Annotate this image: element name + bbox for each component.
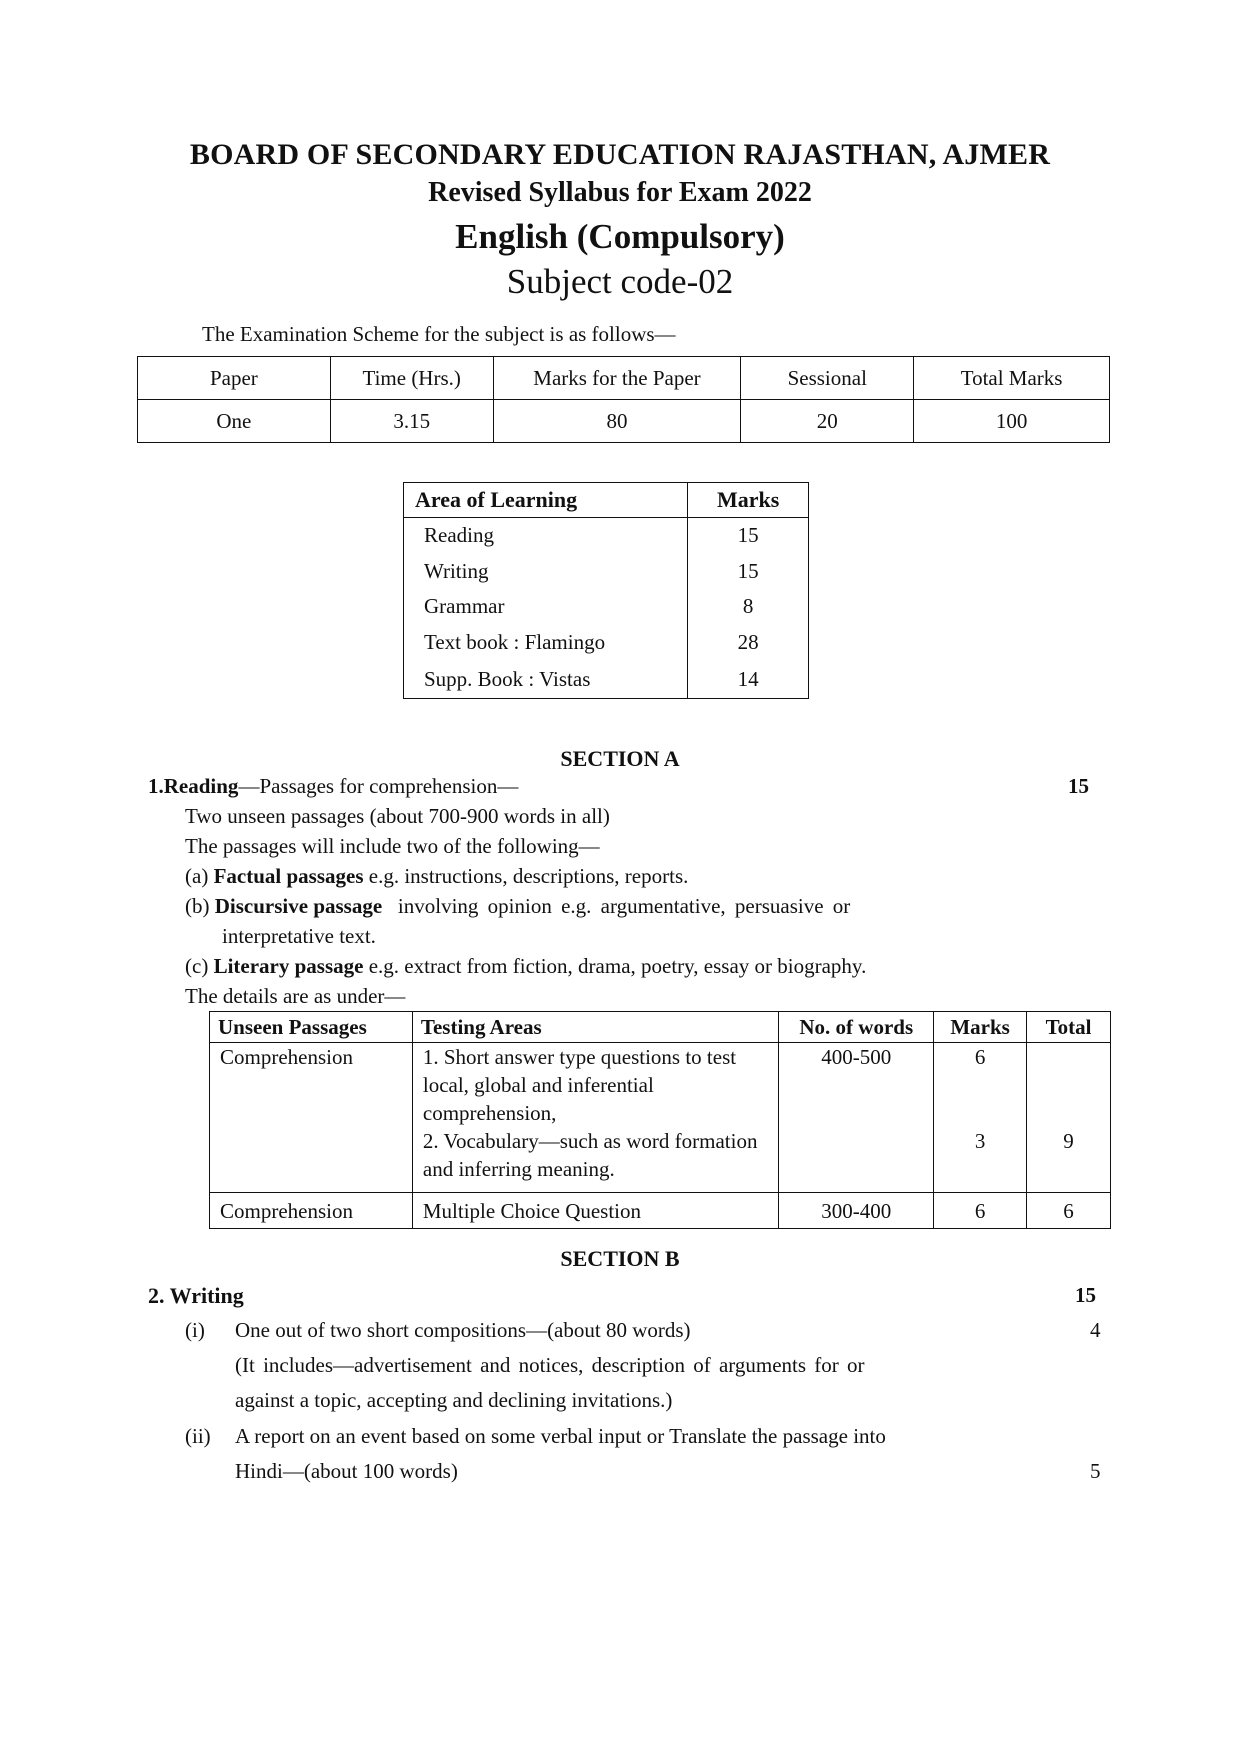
option-c-text: e.g. extract from fiction, drama, poetry, essay or biography. xyxy=(363,954,867,978)
header-cell: Total xyxy=(1027,1012,1111,1043)
table-header-row xyxy=(210,1012,1111,1043)
area-of-learning-table xyxy=(403,482,809,699)
option-c-label: (c) xyxy=(185,954,209,978)
reading-marks: 15 xyxy=(1068,774,1089,798)
marks-cell: 6 xyxy=(934,1193,1027,1229)
option-b-continued: interpretative text. xyxy=(222,924,376,948)
header-cell: Testing Areas xyxy=(412,1012,779,1043)
reading-heading xyxy=(148,774,518,799)
scheme-intro: The Examination Scheme for the subject is as follows— xyxy=(202,322,676,346)
area-cell: Writing xyxy=(404,554,688,590)
revised-syllabus-title: Revised Syllabus for Exam 2022 xyxy=(428,177,812,208)
total-value: 9 xyxy=(1063,1129,1074,1153)
details-intro: The details are as under— xyxy=(185,984,406,1008)
option-a-bold: Factual passages xyxy=(213,864,364,888)
header-cell: Total Marks xyxy=(914,357,1110,400)
subject-name: English (Compulsory) xyxy=(455,217,785,256)
section-b-title: SECTION B xyxy=(560,1246,680,1271)
examination-scheme-table xyxy=(137,356,1110,443)
testing-area-1: 1. Short answer type questions to test local, global and inferential comprehension, xyxy=(422,1045,737,1125)
board-title: BOARD OF SECONDARY EDUCATION RAJASTHAN, AJMER xyxy=(189,138,1051,171)
header-cell: Sessional xyxy=(741,357,914,400)
item-i-marks: 4 xyxy=(1090,1318,1101,1342)
table-row xyxy=(404,625,809,661)
option-a-label: (a) xyxy=(185,864,209,888)
total-cell: 6 xyxy=(1027,1193,1111,1229)
table-row xyxy=(404,660,809,699)
header-cell: Unseen Passages xyxy=(210,1012,413,1043)
item-ii-label: (ii) xyxy=(185,1424,211,1448)
writing-marks: 15 xyxy=(1075,1283,1096,1307)
subject-code: Subject code-02 xyxy=(506,262,734,301)
table-header-row xyxy=(138,357,1110,400)
table-row xyxy=(210,1043,1111,1193)
area-cell: Reading xyxy=(404,518,688,554)
table-cell: One xyxy=(138,400,331,443)
section-a-title: SECTION A xyxy=(560,746,680,771)
header-cell: No. of words xyxy=(779,1012,934,1043)
passage-cell: Comprehension xyxy=(210,1193,413,1229)
option-b-bold: Discursive passage xyxy=(214,894,383,918)
marks-value-1: 6 xyxy=(974,1045,986,1069)
table-row xyxy=(210,1193,1111,1229)
words-cell: 300-400 xyxy=(779,1193,934,1229)
item-ii-text-1: A report on an event based on some verbal input or Translate the passage into xyxy=(235,1424,886,1448)
reading-line-2: The passages will include two of the following— xyxy=(185,834,600,858)
marks-value-2: 3 xyxy=(974,1129,986,1153)
table-cell: 20 xyxy=(741,400,914,443)
header-cell: Time (Hrs.) xyxy=(330,357,493,400)
header-cell: Marks xyxy=(688,483,809,518)
area-cell: Grammar xyxy=(404,589,688,625)
reading-heading-rest: —Passages for comprehension— xyxy=(238,774,519,798)
option-b-label: (b) xyxy=(185,894,210,918)
table-cell: 100 xyxy=(914,400,1110,443)
option-a-text: e.g. instructions, descriptions, reports. xyxy=(363,864,689,888)
marks-cell xyxy=(934,1043,1027,1193)
testing-area-2: 2. Vocabulary—such as word formation and inferring meaning. xyxy=(422,1129,758,1181)
header-cell: Marks for the Paper xyxy=(493,357,741,400)
table-row xyxy=(404,554,809,590)
option-b-text: involving opinion e.g. argumentative, persuasive or xyxy=(397,894,851,918)
option-a xyxy=(185,864,688,889)
header-cell: Area of Learning xyxy=(404,483,688,518)
item-ii-text-2: Hindi—(about 100 words) xyxy=(235,1459,458,1483)
item-i-text: One out of two short compositions—(about 80 words) xyxy=(235,1318,691,1342)
passage-cell: Comprehension xyxy=(210,1043,413,1193)
writing-heading: 2. Writing xyxy=(148,1283,244,1308)
item-i-note-2: against a topic, accepting and declining invitations.) xyxy=(235,1388,673,1412)
table-header-row xyxy=(404,483,809,518)
words-cell: 400-500 xyxy=(779,1043,934,1193)
reading-line-1: Two unseen passages (about 700-900 words in all) xyxy=(185,804,610,828)
header-cell: Marks xyxy=(934,1012,1027,1043)
marks-cell: 15 xyxy=(688,554,809,590)
area-cell: Text book : Flamingo xyxy=(404,625,688,661)
marks-cell: 15 xyxy=(688,518,809,554)
item-i-label: (i) xyxy=(185,1318,205,1342)
table-row xyxy=(404,589,809,625)
header-cell: Paper xyxy=(138,357,331,400)
table-row xyxy=(404,518,809,554)
unseen-passages-table xyxy=(209,1011,1111,1229)
item-i-note-1: (It includes—advertisement and notices, description of arguments for or xyxy=(235,1353,865,1377)
table-cell: 80 xyxy=(493,400,741,443)
option-c-bold: Literary passage xyxy=(213,954,364,978)
area-cell: Supp. Book : Vistas xyxy=(404,660,688,699)
testing-areas-cell xyxy=(412,1043,779,1193)
marks-cell: 28 xyxy=(688,625,809,661)
option-c xyxy=(185,954,866,979)
item-ii-marks: 5 xyxy=(1090,1459,1101,1483)
option-b xyxy=(185,894,850,919)
testing-areas-cell: Multiple Choice Question xyxy=(412,1193,779,1229)
table-row xyxy=(138,400,1110,443)
total-cell xyxy=(1027,1043,1111,1193)
table-cell: 3.15 xyxy=(330,400,493,443)
reading-heading-bold: 1.Reading xyxy=(148,774,239,798)
marks-cell: 14 xyxy=(688,660,809,699)
marks-cell: 8 xyxy=(688,589,809,625)
